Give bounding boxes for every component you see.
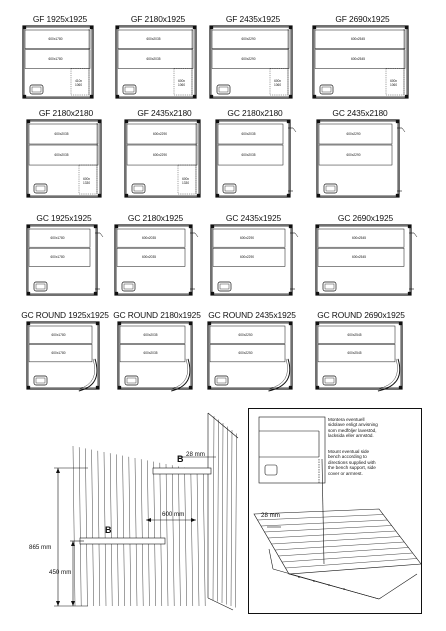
side-note-english: Mount eventual side bench according to directions supplied with the bench support, side cover or armrest. xyxy=(328,449,376,476)
dim-top-gap: 28 mm xyxy=(186,451,205,458)
bench-label-upper: 600x1780 xyxy=(51,332,66,337)
small-bench-label: 600x 1060 xyxy=(390,79,398,87)
bench-label-lower: 600x1780 xyxy=(50,255,65,260)
bench-label-lower: 600x2290 xyxy=(240,255,255,260)
dim-height-total: 865 mm xyxy=(29,544,52,551)
floor-plan xyxy=(113,14,203,102)
bench-label-lower: 600x1780 xyxy=(48,57,63,62)
plan-title: GC 1925x1925 xyxy=(36,213,92,223)
floor-plan xyxy=(207,14,299,102)
label-b-upper: B xyxy=(177,454,184,464)
bench-label-upper: 600x2250 xyxy=(238,332,253,337)
bench-label-upper: 600x2035 xyxy=(143,332,158,337)
plan-title: GF 1925x1925 xyxy=(32,14,88,24)
floor-plan xyxy=(21,310,109,393)
bench-label-upper: 600x1780 xyxy=(48,37,63,42)
wall-detail-drawing xyxy=(28,408,243,613)
bench-label-lower: 600x2290 xyxy=(153,153,168,158)
floor-plan xyxy=(24,213,104,299)
floor-plan xyxy=(208,213,299,299)
side-bench-detail xyxy=(248,408,422,614)
floor-plan xyxy=(24,108,108,201)
small-bench-label: 600x 1330 xyxy=(83,177,91,185)
bench-label-lower: 600x2035 xyxy=(54,153,69,158)
bench-label-upper: 600x2035 xyxy=(146,37,161,42)
small-bench-label: 600x 1060 xyxy=(178,79,186,87)
bench-label-lower: 600x2545 xyxy=(347,351,362,356)
floor-plan xyxy=(122,108,207,201)
side-note-swedish: Montera eventuell sidolave enligt anvisning som medföljer lavestöd, lacksida eller armstöd. xyxy=(328,417,378,439)
bench-label-lower: 600x2250 xyxy=(238,351,253,356)
bench-label-upper: 600x2545 xyxy=(351,37,366,42)
dim-spacing: 600 mm xyxy=(162,511,185,518)
small-bench-label: 600x 1060 xyxy=(274,79,282,87)
small-bench-label: 410x 1060 xyxy=(75,79,83,87)
bench-label-lower: 600x2035 xyxy=(142,255,157,260)
bench-label-upper: 600x2290 xyxy=(153,132,168,136)
floor-plan xyxy=(205,310,299,393)
bench-label-upper: 600x2035 xyxy=(54,132,69,136)
small-bench-label: 600x 1330 xyxy=(182,177,190,185)
bench-label-upper: 600x2545 xyxy=(352,236,367,241)
plan-title: GC ROUND 2180x1925 xyxy=(113,310,201,320)
bench-label-upper: 600x2290 xyxy=(241,37,256,42)
floor-plan xyxy=(310,14,415,102)
plan-title: GC 2435x1925 xyxy=(225,213,282,223)
plan-title: GF 2435x1925 xyxy=(225,14,281,24)
floor-plan xyxy=(112,213,199,299)
bench-label-lower: 600x2545 xyxy=(351,57,366,62)
bench-label-lower: 600x2290 xyxy=(241,57,256,62)
label-b-lower: B xyxy=(105,525,112,535)
bench-label-upper: 600x2035 xyxy=(241,132,256,136)
floor-plan xyxy=(314,108,406,201)
bench-label-lower: 600x2290 xyxy=(346,153,361,158)
floor-plan xyxy=(20,14,100,102)
plan-title: GC ROUND 2690x1925 xyxy=(317,310,405,320)
floor-plan xyxy=(115,310,199,393)
dim-height-lower: 450 mm xyxy=(49,569,72,576)
plan-title: GC 2180x1925 xyxy=(127,213,184,223)
bench-label-upper: 600x2290 xyxy=(346,132,361,136)
floor-plan xyxy=(313,213,418,299)
bench-label-upper: 600x2545 xyxy=(347,332,362,337)
bench-label-lower: 600x2035 xyxy=(143,351,158,356)
bench-label-lower: 600x2545 xyxy=(352,255,367,260)
bench-label-upper: 600x1780 xyxy=(50,236,65,241)
plan-title: GF 2690x1925 xyxy=(335,14,390,24)
bench-label-upper: 600x2035 xyxy=(142,236,157,241)
wall-detail xyxy=(28,408,243,613)
plan-title: GC 2435x2180 xyxy=(332,108,388,118)
plan-title: GC 2180x2180 xyxy=(227,108,283,118)
plan-title: GC ROUND 1925x1925 xyxy=(21,310,109,320)
plan-title: GC 2690x1925 xyxy=(337,213,394,223)
floor-plan xyxy=(313,310,409,393)
plan-title: GF 2435x2180 xyxy=(137,108,192,118)
bench-label-lower: 600x1780 xyxy=(51,351,66,356)
bench-label-upper: 600x2290 xyxy=(240,236,255,241)
plan-title: GF 2180x2180 xyxy=(38,108,94,118)
bench-label-lower: 600x2035 xyxy=(146,57,161,62)
plan-title: GC ROUND 2435x1925 xyxy=(208,310,296,320)
plan-title: GF 2180x1925 xyxy=(130,14,186,24)
side-dim-gap: 28 mm xyxy=(261,512,280,519)
floor-plan xyxy=(213,108,297,201)
bench-label-lower: 600x2035 xyxy=(241,153,256,158)
